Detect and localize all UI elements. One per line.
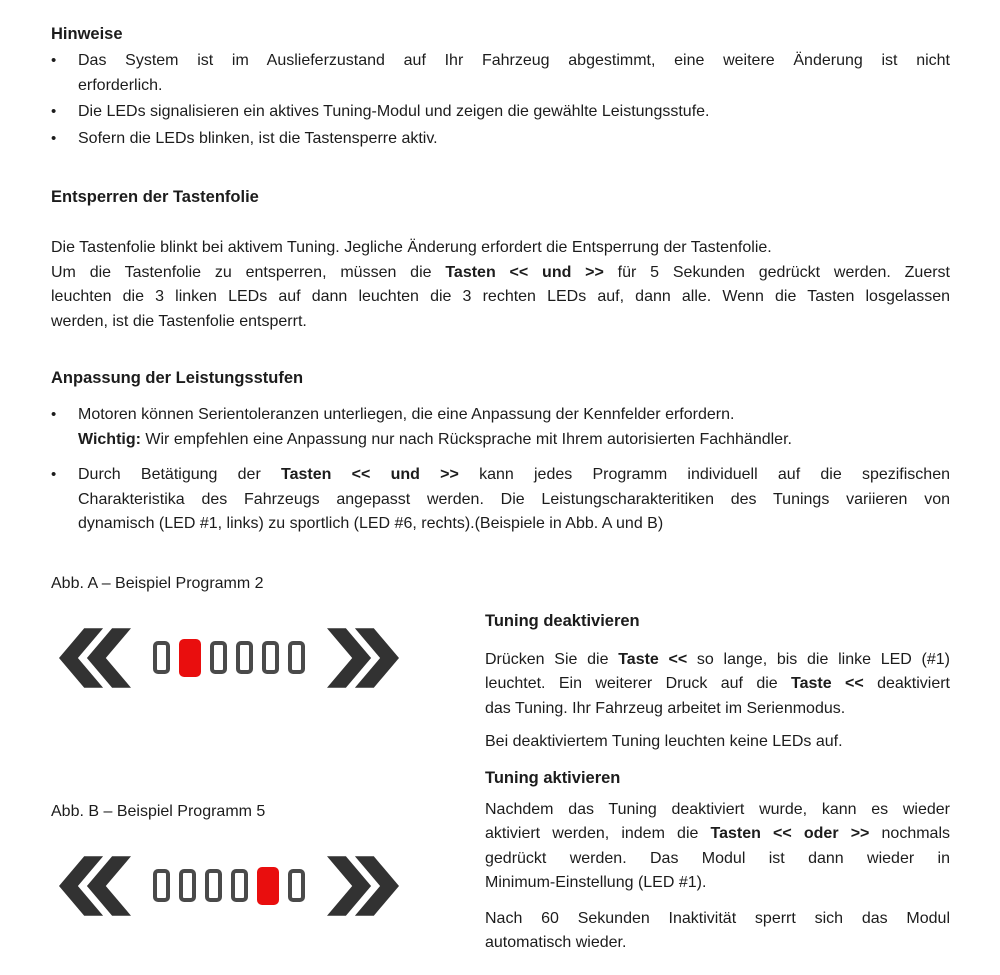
instructions-column [485, 573, 950, 956]
bullet-text [78, 127, 950, 152]
text-segment-bold: Taste << [618, 650, 688, 668]
led-1 [153, 641, 170, 674]
chevron-right-icon [327, 625, 399, 691]
led-4 [236, 641, 253, 674]
text-segment: Um die Tastenfolie zu entsperren, müssen die [51, 263, 446, 281]
text-segment-bold: Wichtig: [78, 430, 141, 448]
text-line: gedrückt werden. Das Modul ist dann wieder in [485, 849, 950, 867]
text-segment: kann jedes Programm individuell auf die spezifischen [458, 466, 951, 483]
figure-b-caption: Abb. B – Beispiel Programm 5 [51, 802, 266, 820]
entsperren-paragraph [51, 236, 950, 334]
text-line: das Tuning. Ihr Fahrzeug arbeitet im Serienmodus. [485, 699, 846, 717]
figure-a-led-panel [59, 625, 399, 691]
text-line: leuchten die 3 linken LEDs auf dann leuchten die 3 rechten LEDs auf, dann alle. Wenn die Tasten losgelassen [51, 288, 950, 305]
led-3 [210, 641, 227, 674]
section-entsperren [51, 187, 950, 334]
text-segment: leuchtet. Ein weiterer Druck auf die [485, 675, 792, 692]
text-line [485, 672, 950, 697]
text-line [485, 648, 950, 673]
chevron-right-icon [327, 853, 399, 919]
bullet-text [78, 403, 950, 452]
text-line: Die Tastenfolie blinkt bei aktivem Tuning. Jegliche Änderung erfordert die Entsperrung der Tastenfolie. [51, 239, 772, 256]
text-segment-bold: Tasten << und >> [445, 263, 604, 281]
text-line: dynamisch (LED #1, links) zu sportlich (LED #6, rechts).(Beispiele in Abb. A und B) [78, 515, 664, 532]
text-line: automatisch wieder. [485, 934, 627, 951]
bullet-marker: • [51, 129, 57, 147]
text-line: Sofern die LEDs blinken, ist die Tastensperre aktiv. [78, 129, 438, 147]
text-line: Nachdem das Tuning deaktiviert wurde, kann es wieder [485, 800, 950, 818]
led-6 [288, 869, 305, 902]
section-title-hinweise: Hinweise [51, 25, 123, 43]
figures-and-instructions [51, 573, 950, 956]
text-line [78, 463, 950, 488]
aktivieren-paragraph [485, 798, 950, 896]
aktivieren-note [485, 907, 950, 956]
section-title-entsperren: Entsperren der Tastenfolie [51, 188, 259, 206]
text-segment: Wir empfehlen eine Anpassung nur nach Rücksprache mit Ihrem autorisierten Fachhändler. [140, 430, 792, 448]
led-4 [231, 869, 248, 902]
bullet-marker: • [51, 103, 57, 120]
led-1 [153, 869, 170, 902]
bullet-item [51, 127, 950, 152]
text-segment: Durch Betätigung der [78, 466, 282, 483]
text-line: Minimum-Einstellung (LED #1). [485, 874, 707, 891]
text-segment-bold: Taste << [791, 675, 864, 692]
text-line: Die LEDs signalisieren ein aktives Tuning-Modul und zeigen die gewählte Leistungsstufe. [78, 103, 710, 120]
bullet-text [78, 100, 950, 125]
text-segment-bold: Tasten << oder >> [710, 825, 870, 842]
deaktivieren-paragraph [485, 648, 950, 722]
led-2-active [179, 639, 201, 677]
section-title-tuning-deaktivieren: Tuning deaktivieren [485, 611, 640, 630]
text-segment: für 5 Sekunden gedrückt werden. Zuerst [603, 263, 950, 281]
led-5-active [257, 867, 279, 905]
anpassung-bullet-list [51, 403, 950, 537]
chevron-left-icon [59, 625, 131, 691]
section-hinweise [51, 24, 950, 151]
led-5 [262, 641, 279, 674]
text-segment-bold: Tasten << und >> [281, 466, 459, 483]
section-anpassung [51, 368, 950, 537]
hinweise-bullet-list [51, 49, 950, 151]
chevron-left-icon [59, 853, 131, 919]
text-line [78, 428, 950, 453]
figure-b-led-panel [59, 853, 399, 919]
text-line: erforderlich. [78, 76, 163, 94]
led-3 [205, 869, 222, 902]
bullet-item [51, 49, 950, 98]
figures-column [51, 573, 485, 956]
led-strip [149, 867, 309, 905]
text-line [51, 261, 950, 286]
figure-a-caption: Abb. A – Beispiel Programm 2 [51, 574, 264, 592]
text-line [485, 822, 950, 847]
text-segment: deaktiviert [863, 675, 950, 692]
bullet-item [51, 463, 950, 537]
bullet-item [51, 100, 950, 125]
text-segment: aktiviert werden, indem die [485, 825, 711, 842]
section-title-tuning-aktivieren: Tuning aktivieren [485, 768, 621, 787]
text-line: Motoren können Serientoleranzen unterliegen, die eine Anpassung der Kennfelder erfordern. [78, 406, 735, 423]
text-line: Das System ist im Auslieferzustand auf Ihr Fahrzeug abgestimmt, eine weitere Änderung ist nicht [78, 52, 950, 69]
text-line: Nach 60 Sekunden Inaktivität sperrt sich das Modul [485, 909, 950, 927]
led-strip [149, 639, 309, 677]
deaktivieren-note [485, 730, 950, 755]
led-6 [288, 641, 305, 674]
bullet-marker: • [51, 406, 57, 423]
text-segment: nochmals [869, 825, 951, 842]
bullet-text [78, 463, 950, 537]
text-line: Charakteristika des Fahrzeugs angepasst werden. Die Leistungscharakteritiken des Tunings variieren von [78, 490, 950, 508]
section-title-anpassung: Anpassung der Leistungsstufen [51, 369, 304, 387]
text-segment: Drücken Sie die [485, 650, 619, 668]
text-segment: so lange, bis die linke LED (#1) [687, 650, 950, 668]
text-line: Bei deaktiviertem Tuning leuchten keine LEDs auf. [485, 733, 843, 750]
bullet-text [78, 49, 950, 98]
bullet-item [51, 403, 950, 452]
bullet-marker: • [51, 52, 57, 69]
bullet-marker: • [51, 466, 57, 483]
text-line: werden, ist die Tastenfolie entsperrt. [51, 312, 307, 330]
led-2 [179, 869, 196, 902]
